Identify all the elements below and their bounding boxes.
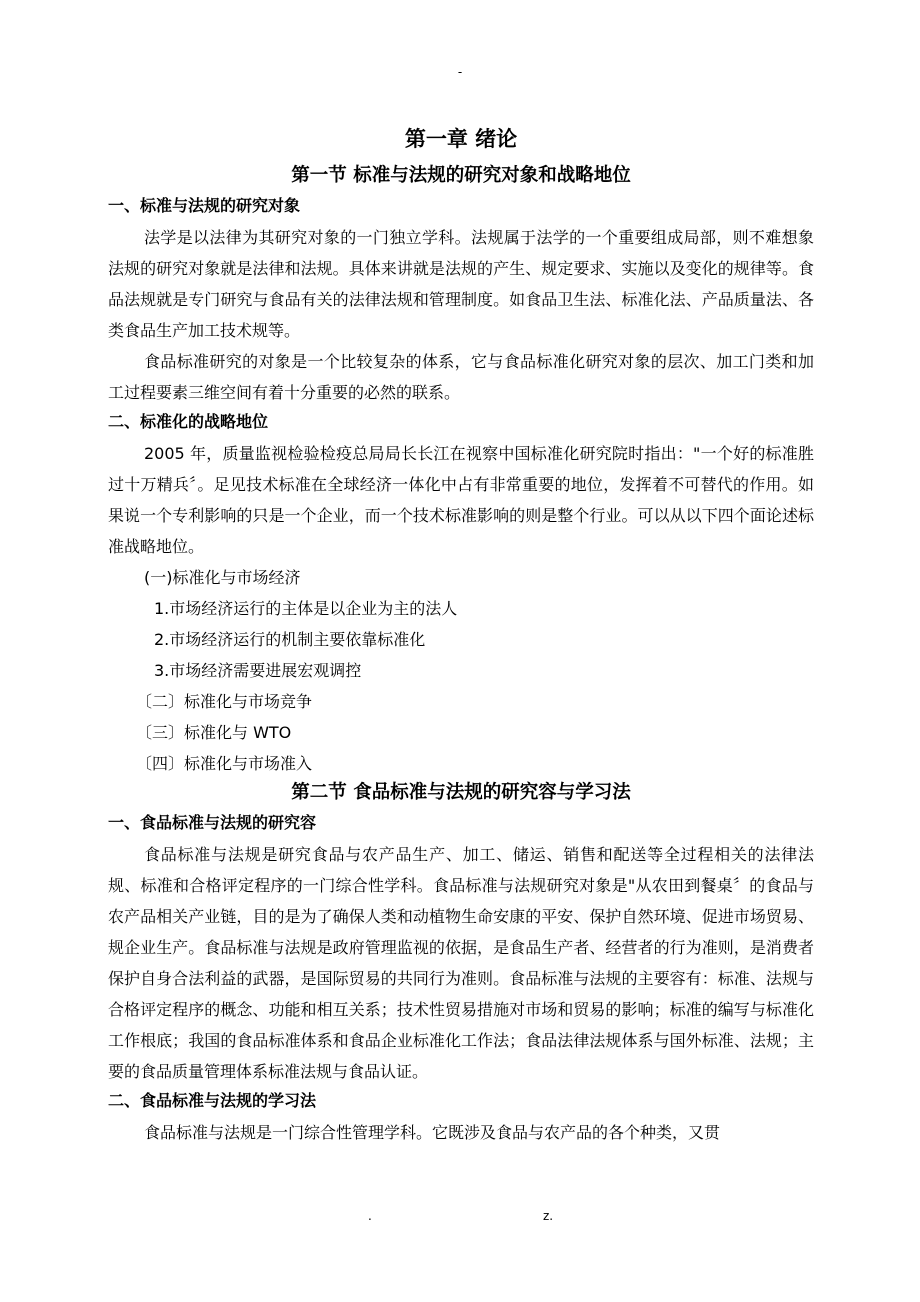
list-item: 2.市场经济运行的机制主要依靠标准化 bbox=[154, 630, 426, 649]
section-1-paragraph-3: 2005 年，质量监视检验检疫总局局长长江在视察中国标准化研究院时指出："一个好的标准胜过十万精兵〞。足见技术标准在全球经济一体化中占有非常重要的地位，发挥着不可替代的作用。如果说一个专利影响的只是一个企业，而一个技术标准影响的则是整个行业。可以从以下四个面论述标准战略地位。 bbox=[108, 444, 814, 556]
header-mark: - bbox=[457, 65, 463, 79]
list-item: (一)标准化与市场经济 bbox=[144, 568, 301, 587]
list-item: 〔三〕标准化与 WTO bbox=[136, 723, 292, 742]
footer-mark-left: . bbox=[368, 1209, 372, 1223]
section-1-heading-2: 二、标准化的战略地位 bbox=[108, 412, 269, 431]
section-2-heading-2: 二、食品标准与法规的学习法 bbox=[108, 1091, 317, 1110]
section-2-paragraph-2: 食品标准与法规是一门综合性管理学科。它既涉及食品与农产品的各个种类，又贯 bbox=[144, 1123, 721, 1142]
section-2-title: 第二节 食品标准与法规的研究容与学习法 bbox=[291, 782, 631, 803]
section-2-heading-1: 一、食品标准与法规的研究容 bbox=[108, 813, 317, 832]
section-2-paragraph-1: 食品标准与法规是研究食品与农产品生产、加工、储运、销售和配送等全过程相关的法律法规、标准和合格评定程序的一门综合性学科。食品标准与法规研究对象是"从农田到餐桌〞的食品与农产品相关产业链，目的是为了确保人类和动植物生命安康的平安、保护自然环境、促进市场贸易、规企业生产。食品标准与法规是政府管理监视的依据，是食品生产者、经营者的行为准则，是消费者保护自身合法利益的武器，是国际贸易的共同行为准则。食品标准与法规的主要容有：标准、法规与合格评定程序的概念、功能和相互关系；技术性贸易措施对市场和贸易的影响；标准的编写与标准化工作根底；我国的食品标准体系和食品企业标准化工作法；食品法律法规体系与国外标准、法规；主要的食品质量管理体系标准法规与食品认证。 bbox=[108, 845, 814, 1081]
list-item: 3.市场经济需要进展宏观调控 bbox=[154, 661, 362, 680]
section-1-title: 第一节 标准与法规的研究对象和战略地位 bbox=[291, 165, 631, 186]
section-1-paragraph-2: 食品标准研究的对象是一个比较复杂的体系，它与食品标准化研究对象的层次、加工门类和加工过程要素三维空间有着十分重要的必然的联系。 bbox=[108, 352, 814, 402]
list-item: 〔四〕标准化与市场准入 bbox=[136, 754, 313, 773]
document-body bbox=[108, 122, 814, 1148]
list-item: 〔二〕标准化与市场竞争 bbox=[136, 692, 313, 711]
list-item: 1.市场经济运行的主体是以企业为主的法人 bbox=[154, 599, 458, 618]
chapter-title: 第一章 绪论 bbox=[404, 127, 518, 151]
footer-mark-right: z. bbox=[543, 1209, 554, 1223]
section-1-heading-1: 一、标准与法规的研究对象 bbox=[108, 196, 301, 215]
section-1-paragraph-1: 法学是以法律为其研究对象的一门独立学科。法规属于法学的一个重要组成局部，则不难想象法规的研究对象就是法律和法规。具体来讲就是法规的产生、规定要求、实施以及变化的规律等。食品法规就是专门研究与食品有关的法律法规和管理制度。如食品卫生法、标准化法、产品质量法、各类食品生产加工技术规等。 bbox=[108, 228, 814, 340]
